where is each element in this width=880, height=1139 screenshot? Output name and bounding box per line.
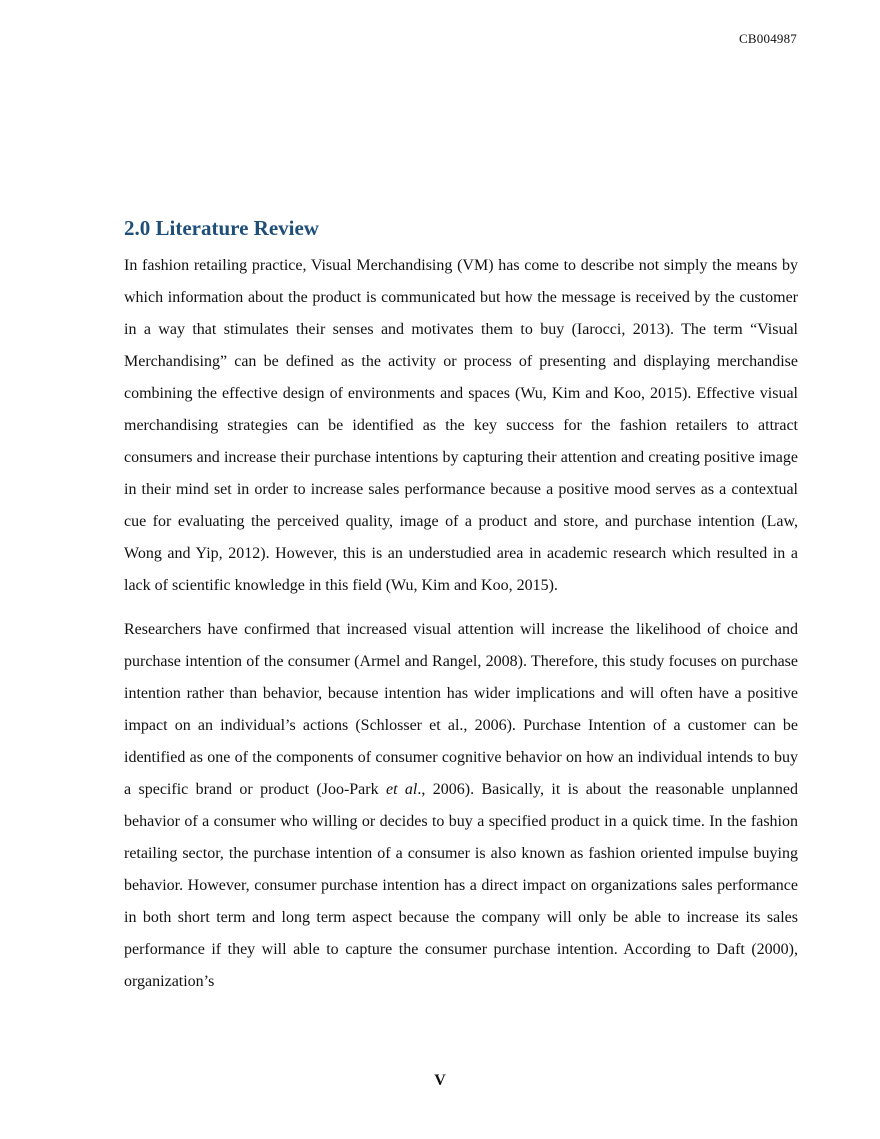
paragraph-2-text-part-1: Researchers have confirmed that increased visual attention will increase the likelihood of choice and purchase intention of the consumer (Armel and Rangel, 2008). Therefore, this study focuses on purchase intention rather than behavior, because intention has wider implications and will often have a positive impact on an individual’s actions (Schlosser et al., 2006). Purchase Intention of a customer can be identified as one of the components of consumer cognitive behavior on how an individual intends to buy a specific brand or product (Joo-Park	[124, 621, 798, 798]
paragraph-2-text-part-2: ., 2006). Basically, it is about the reasonable unplanned behavior of a consumer who willing or decides to buy a specified product in a quick time. In the fashion retailing sector, the purchase intention of a consumer is also known as fashion oriented impulse buying behavior. However, consumer purchase intention has a direct impact on organizations sales performance in both short term and long term aspect because the company will only be able to increase its sales performance if they will able to capture the consumer purchase intention. According to Daft (2000), organization’s	[124, 781, 798, 990]
section-heading: 2.0 Literature Review	[124, 216, 319, 240]
page-number: V	[434, 1072, 446, 1089]
paragraph-2	[124, 614, 798, 998]
literature-review-section	[124, 212, 798, 998]
document-id: CB004987	[739, 31, 797, 46]
paragraph-2-italic-et-al: et al	[386, 781, 418, 798]
paragraph-1	[124, 250, 798, 602]
paragraph-1-text: In fashion retailing practice, Visual Merchandising (VM) has come to describe not simply the means by which information about the product is communicated but how the message is received by the customer in a way that stimulates their senses and motivates them to buy (Iarocci, 2013). The term “Visual Merchandising” can be defined as the activity or process of presenting and displaying merchandise combining the effective design of environments and spaces (Wu, Kim and Koo, 2015). Effective visual merchandising strategies can be identified as the key success for the fashion retailers to attract consumers and increase their purchase intentions by capturing their attention and creating positive image in their mind set in order to increase sales performance because a positive mood serves as a contextual cue for evaluating the perceived quality, image of a product and store, and purchase intention (Law, Wong and Yip, 2012). However, this is an understudied area in academic research which resulted in a lack of scientific knowledge in this field (Wu, Kim and Koo, 2015).	[124, 257, 798, 594]
